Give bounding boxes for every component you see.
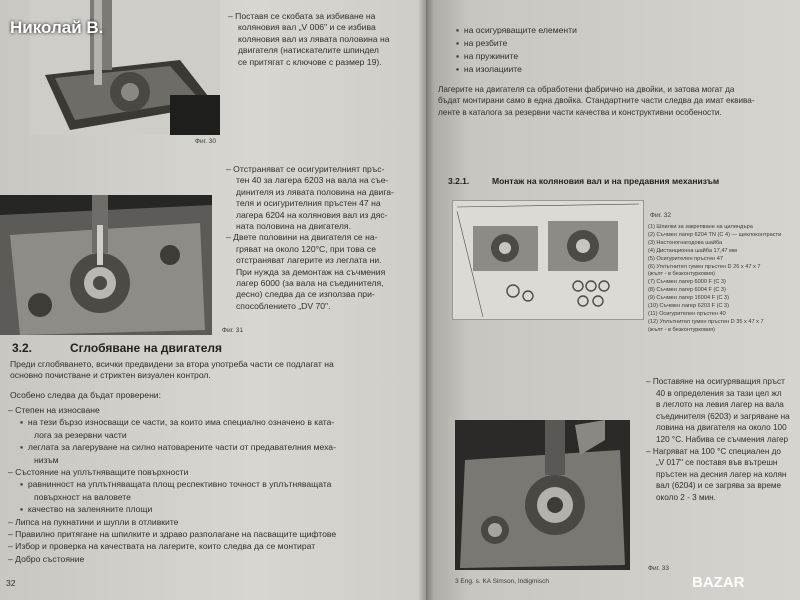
fig32-caption: Фиг. 32 (650, 212, 671, 219)
crankshaft-diagram-fig32 (452, 200, 644, 320)
fig31-text: – Отстраняват се осигурителният пръс- тен 40 за лагера 6203 на вала на съе- динителя из лявата половина на двига- теля и осигурителния пръстен 47 на лагера 6204 на коляновия вал из дяс- ната половина на двигателя. – Двете половини на двигателя се на- гряват на около 120°С, при това се отстраняват лагерите из леглата ни. При нужда за демонтаж на съчмения лагер 6000 (за вала на съединителя, десно) следва да се използва при- способлението „DV 70". (226, 164, 422, 312)
book-gutter (418, 0, 434, 600)
subsection-number: 3.2.1. (448, 176, 470, 186)
intro-text: Преди сглобяването, всички предвидени за втора употреба части се подлагат на основно почистване и стриктен визуален контрол. (10, 359, 334, 381)
fig33-bottom-caption: 3 Eng. s. KA Simson, Indigmisch (455, 578, 549, 585)
subsection-title: Монтаж на коляновия вал и на предавния механизъм (492, 176, 720, 186)
fig33-caption: Фиг. 33 (648, 565, 669, 572)
site-logo: BAZAR (692, 574, 745, 591)
top-bullets: ▪ на осигуряващите елементи ▪ на резбите ▪ на пружините ▪ на изолациите (456, 24, 786, 76)
section-title: Сглобяване на двигателя (70, 341, 223, 355)
fig33-text: – Поставяне на осигуряващия пръст 40 в определения за тази цел жл в леглото на левия лагер на вала съединителя (6203) и загряване на ловина на двигателя на около 100 120 °С. Набива се съчмения лагер – Нагряват на 100 °С специален до „V 017" се поставя във вътрешн пръстен на десния лагер на колян вал (6204) и се загрява за време около 2 - 3 мин. (646, 376, 800, 504)
page-number-left: 32 (6, 578, 16, 588)
fig31-caption: Фиг. 31 (222, 327, 243, 334)
check-list: – Степен на износване ▪ на тези бързо износващи се части, за които има специално означено в ката- лога за резервни части ▪ леглата за лагеруване на силно натоварените части от предавателния меха- низъм – Състояние на уплътняващите повърхности ▪ равнинност на уплътняващата площ респективно точност в уплътняващата повърхност на валовете ▪ качество на заленяните площи – Липса на пукнатини и шупли в отливките – Правилно притягане на шпилките и здраво разполагане на пасващите щифтове – Избор и проверка на качествата на лагерите, които следва да се монтират – Добро състояние (8, 404, 420, 565)
engine-photo-fig31 (0, 195, 212, 335)
engine-photo-fig33 (455, 420, 630, 570)
section-number: 3.2. (12, 341, 33, 355)
seller-watermark: Николай В. (10, 18, 104, 37)
check-title: Особено следва да бъдат проверени: (10, 390, 161, 400)
top-text: Лагерите на двигателя са обработени фабрично на двойки, и затова могат да бъдат монтирани само в една двойка. Стандартните части следва да имат еквива- ленте в каталога за резервни части качества и конструктивни особености. (438, 85, 755, 117)
fig30-caption: Фиг. 30 (195, 138, 216, 145)
fig32-legend: (1) Шпилки за закрепване на цилиндъра (2) Съчмен лагер 6204 TN (C 4) — щеклоконтрасти (3) Настоногнагодова шайба (4) Дистанционна шайба 17,47 мм (5) Осигурителен пръстен 47 (6) Уплътнител гумен пръстен D 26 x 47 x 7 (жълт - в безконтурковия) (7) Съчмен лагер 6000 F (C 3) (8) Съчмен лагер 6004 F (C 3) (9) Съчмен лагер 16004 F (C 3) (10) Съчмен лагер 6203 F (C 3) (11) Осигурителен пръстен 40 (12) Уплътнител гумен пръстен D 35 x 47 x 7 (жълт - в безконтурковия) (648, 224, 782, 333)
fig30-text: – Поставя се скобата за избиване на коляновия вал „V 006" и се избива коляновия вал из лявата половина на двигателя (натискателите шпиндел се притягат с ключове с размер 19). (228, 11, 418, 68)
